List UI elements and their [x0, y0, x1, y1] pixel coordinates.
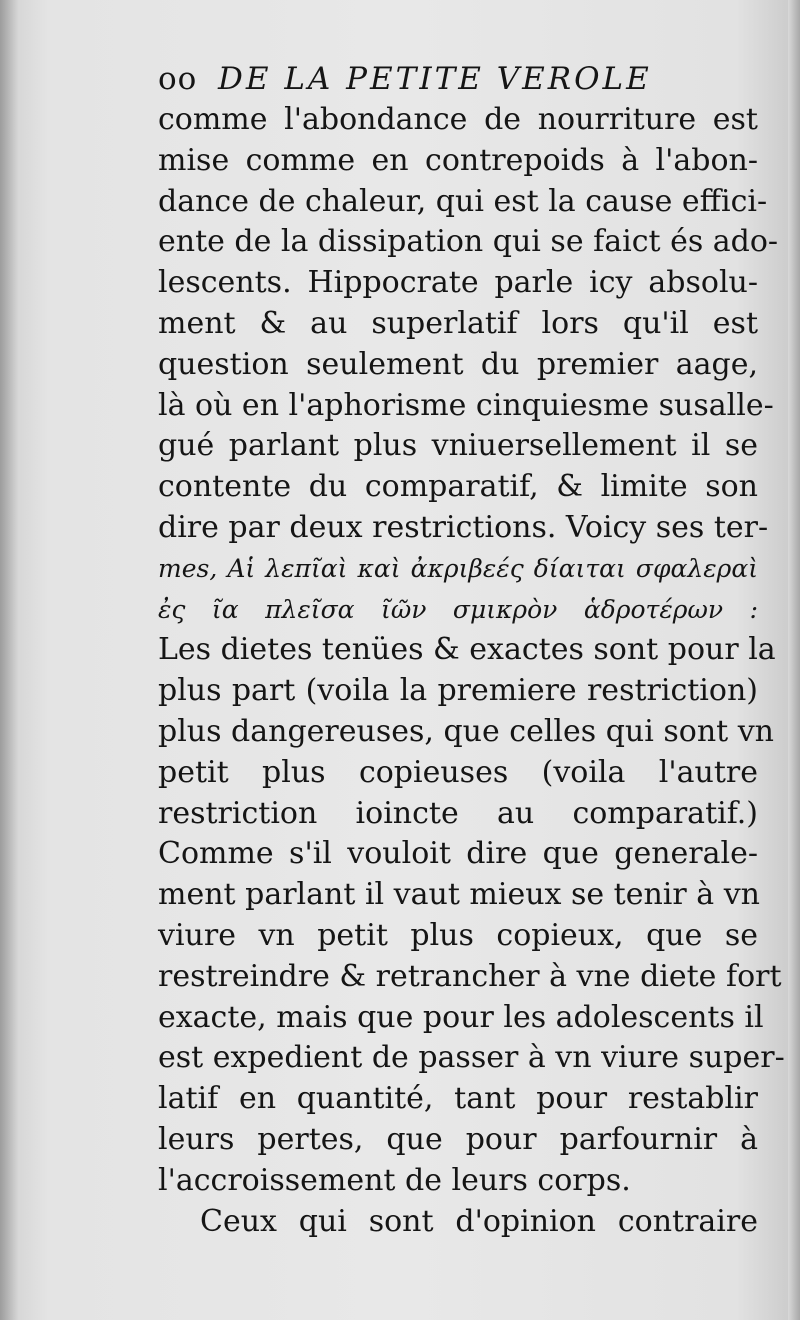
text-line: là où en l'aphorisme cinquiesme susalle-	[158, 387, 774, 423]
text-line: restriction ioincte au comparatif.)	[158, 795, 758, 831]
text-line: l'accroissement de leurs corps.	[158, 1162, 631, 1198]
page-number: oo	[158, 61, 198, 97]
running-header	[158, 58, 758, 100]
text-line: gué parlant plus vniuersellement il se	[158, 428, 758, 464]
text-line: petit plus copieuses (voila l'autre	[158, 754, 758, 790]
text-line: plus part (voila la premiere restriction)	[158, 673, 758, 709]
text-line: contente du comparatif, & limite son	[158, 469, 758, 505]
text-line: Comme s'il vouloit dire que generale-	[158, 836, 758, 872]
page-edge-shadow	[788, 0, 800, 1320]
text-line: ente de la dissipation qui se faict és ado-	[158, 224, 779, 260]
text-line: ment parlant il vaut mieux se tenir à vn	[158, 877, 760, 913]
text-line: question seulement du premier aage,	[158, 346, 758, 382]
text-line: mise comme en contrepoids à l'abon-	[158, 142, 758, 178]
text-line: est expedient de passer à vn viure super-	[158, 1040, 785, 1076]
page-text	[158, 58, 785, 1242]
text-line: exacte, mais que pour les adolescents il	[158, 999, 764, 1035]
text-line: latif en quantité, tant pour restablir	[158, 1081, 758, 1117]
greek-quote-line: ἐς ῖα πλεῖσα ῖῶν σμικρὸν ἁδροτέρων :	[158, 594, 758, 624]
text-line: dire par deux restrictions. Voicy ses ter-	[158, 509, 769, 545]
text-line: ment & au superlatif lors qu'il est	[158, 305, 758, 341]
text-line: lescents. Hippocrate parle icy absolu-	[158, 265, 758, 301]
text-line: restreindre & retrancher à vne diete fort	[158, 958, 782, 994]
text-line: viure vn petit plus copieux, que se	[158, 917, 758, 953]
running-title: DE LA PETITE VEROLE	[218, 61, 652, 97]
text-line: Ceux qui sont d'opinion contraire	[200, 1203, 758, 1239]
greek-quote-line: mes, Αἱ λεπῖαὶ καὶ ἀκριβεές δίαιται σφαλεραὶ	[158, 553, 758, 583]
text-line: plus dangereuses, que celles qui sont vn	[158, 713, 774, 749]
page-gutter-shadow	[0, 0, 18, 1320]
text-line: Les dietes tenües & exactes sont pour la	[158, 632, 776, 668]
text-line: leurs pertes, que pour parfournir à	[158, 1121, 758, 1157]
text-line: comme l'abondance de nourriture est	[158, 102, 758, 137]
text-line: dance de chaleur, qui est la cause effici-	[158, 183, 768, 219]
